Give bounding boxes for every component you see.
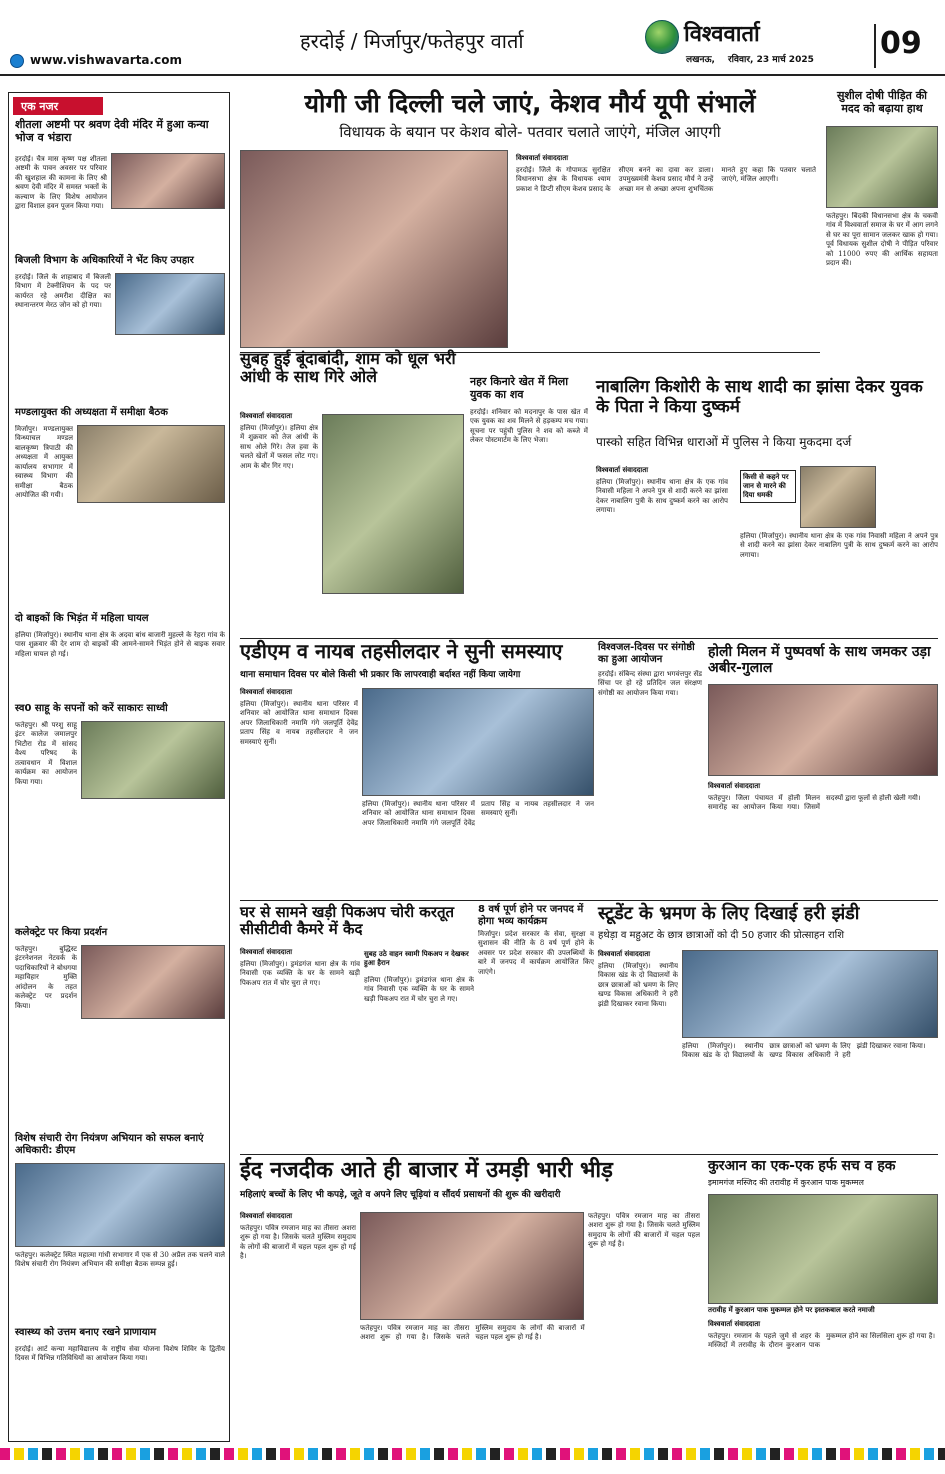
registration-color-bar	[0, 1448, 945, 1460]
holi-headline: होली मिलन में पुष्पवर्षा के साथ जमकर उड़ा अबीर-गुलाल	[708, 644, 931, 677]
minor-quote: किसी से कहने पर जान से मारने की दिया धमकी	[740, 470, 796, 503]
canal-headline: नहर किनारे खेत में मिला युवक का शव	[470, 375, 569, 401]
eid-body-2: फतेहपुर। पवित्र रमजान माह का तीसरा अशरा शुरू हो गया है। जिसके चलते मुस्लिम समुदाय के लोगों की बाजारों में चहल पहल शुरू हो गई है।	[360, 1324, 585, 1342]
adm-subheadline: थाना समाधान दिवस पर बोले किसी भी प्रकार कि लापरवाही बर्दाश्त नहीं किया जायेगा	[240, 670, 521, 680]
eid-byline: विश्ववार्ता संवाददाता	[240, 1212, 293, 1220]
eight-years-headline: 8 वर्ष पूर्ण होने पर जनपद में होगा भव्य कार्यक्रम	[478, 904, 584, 927]
adm-byline: विश्ववार्ता संवाददाता	[240, 688, 293, 696]
quran-body: फतेहपुर। रमजान के पहले जुमे से शहर के मस्जिदों में तरावीह के दौरान कुरआन पाक मुकम्मल होने का सिलसिला शुरू हो गया है।	[708, 1332, 936, 1350]
left-item-body: मिर्जापुर। मण्डलायुक्त विन्ध्याचल मण्डल बालकृष्ण त्रिपाठी की अध्यक्षता में आयुक्त कार्यालय सभागार में स्वास्थ्य विभाग की समीक्षा बैठक आयोजित की गयी।	[15, 425, 73, 500]
eid-photo	[360, 1212, 584, 1320]
lead-subheadline: विधायक के बयान पर केशव बोले- पतवार चलाते जाएंगे, मंजिल आएगी	[339, 123, 721, 141]
lead-byline: विश्ववार्ता संवाददाता	[516, 154, 569, 162]
left-item-body: हलिया (मिर्जापुर)। स्थानीय थाना क्षेत्र के अदवा बांध बाजारी मुहल्ले के रेहरा गांव के पास शुक्रवार की देर शाम दो बाइकों की आमने-सामने भिड़ंत होने से बाइक सवार महिला घायल हो गई।	[15, 631, 225, 658]
minor-byline: विश्ववार्ता संवाददाता	[596, 466, 649, 474]
divider	[240, 1154, 938, 1155]
adm-body: हलिया (मिर्जापुर)। स्थानीय थाना परिसर में शनिवार को आयोजित थाना समाधान दिवस अपर जिलाधिकारी नमामि गंगे जलपूर्ति देवेंद्र प्रताप सिंह व नायब तहसीलदार ने जन समस्याएं सुनीं।	[240, 700, 358, 746]
adm-body-2: हलिया (मिर्जापुर)। स्थानीय थाना परिसर में शनिवार को आयोजित थाना समाधान दिवस अपर जिलाधिकारी नमामि गंगे जलपूर्ति देवेंद्र प्रताप सिंह व नायब तहसीलदार ने जन समस्याएं सुनीं।	[362, 800, 594, 827]
left-item-headline: स्व0 साहू के सपनों को करें साकारः साध्वी	[15, 703, 168, 714]
minor-body-2: हलिया (मिर्जापुर)। स्थानीय थाना क्षेत्र के एक गांव निवासी महिला ने अपने पुत्र से शादी करने का झांसा देकर नाबालिग पुत्री के साथ दुष्कर्म करने का आरोप लगाया।	[740, 532, 938, 559]
section-title: हरदोई / मिर्जापुर/फतेहपुर वार्ता	[300, 29, 524, 53]
left-item-photo	[77, 425, 225, 503]
holi-byline: विश्ववार्ता संवाददाता	[708, 782, 761, 790]
students-body-2: हलिया (मिर्जापुर)। स्थानीय विकास खंड के दो विद्यालयों के छात्र छात्राओं को भ्रमण के लिए खण्ड विकास अधिकारी ने हरी झंडी दिखाकर रवाना किया।	[682, 1042, 926, 1060]
ek-nazar-label: एक नजर	[13, 97, 103, 115]
minor-illustration	[800, 466, 876, 528]
quran-caption: तरावीह में कुरआन पाक मुकम्मल होने पर इस्तकबाल करते नमाजी	[708, 1306, 875, 1314]
eid-subheadline: महिलाएं बच्चों के लिए भी कपड़े, जूते व अपने लिए चूड़ियां व सौंदर्य प्रसाधनों की शुरू की खरीदारी	[240, 1190, 561, 1200]
students-subheadline: हथेड़ा व महुअट के छात्र छात्राओं को दी 50 हजार की प्रोत्साहन राशि	[598, 930, 845, 941]
canal-body: हरदोई। शनिवार को मदनापुर के पास खेत में एक युवक का शव मिलने से हड़कम्प मच गया। सूचना पर पहुंची पुलिस ने शव को कब्जे में लेकर पोस्टमार्टम के लिए भेजा।	[470, 408, 588, 445]
quran-photo	[708, 1194, 938, 1304]
website-url[interactable]: www.vishwavarta.com	[30, 53, 182, 67]
pickup-caption: सुबह उठे वाहन स्वामी पिकअप न देखकर हुआ हैरान	[364, 950, 469, 967]
rain-photo	[322, 414, 464, 594]
dateline-city: लखनऊ,	[686, 55, 715, 65]
students-headline: स्टूडेंट के भ्रमण के लिए दिखाई हरी झंडी	[598, 903, 860, 924]
pickup-body: हलिया (मिर्जापुर)। ड्रमंडगंज थाना क्षेत्र के गांव निवासी एक व्यक्ति के घर के सामने खड़ी पिकअप रात में चोर चुरा ले गए।	[240, 960, 360, 987]
rain-byline: विश्ववार्ता संवाददाता	[240, 412, 293, 420]
left-column	[8, 92, 230, 1442]
left-item-photo	[115, 273, 225, 335]
left-item-headline: बिजली विभाग के अधिकारियों ने भेंट किए उपहार	[15, 255, 194, 266]
eid-body: फतेहपुर। पवित्र रमजान माह का तीसरा अशरा शुरू हो गया है। जिसके चलते मुस्लिम समुदाय के लोगों की बाजारों में चहल पहल शुरू हो गई है।	[240, 1224, 356, 1261]
web-globe-icon	[10, 54, 24, 68]
left-item-body: फतेहपुर। कलेक्ट्रेट स्थित महात्मा गांधी सभागार में एक से 30 अप्रैल तक चलने वाले विशेष संचारी रोग नियंत्रण अभियान की समीक्षा बैठक सम्पन्न हुई।	[15, 1251, 225, 1269]
brand-logo-icon	[645, 20, 679, 54]
sangoshthi-headline: विश्वजल-दिवस पर संगोष्ठी का हुआ आयोजन	[598, 642, 695, 665]
left-item-headline: कलेक्ट्रेट पर किया प्रदर्शन	[15, 927, 108, 938]
quran-byline: विश्ववार्ता संवाददाता	[708, 1320, 761, 1328]
right-top-body: फतेहपुर। बिंदकी विधानसभा क्षेत्र के चकवी गांव में विश्ववार्ता समाज के घर में आग लगने से घर का पूरा सामान जलकर खाक हो गया। पूर्व विधायक सुशील दोषी ने पीड़ित परिवार को 11000 रुपए की आर्थिक सहायता प्रदान की।	[826, 212, 938, 268]
pickup-byline: विश्ववार्ता संवाददाता	[240, 948, 293, 956]
dateline-date: रविवार, 23 मार्च 2025	[728, 55, 814, 65]
holi-body: फतेहपुर। जिला पंचायत में होली मिलन समारोह का आयोजन किया गया। जिसमें सदस्यों द्वारा फूलों से होली खेली गयी।	[708, 794, 921, 812]
page-number: 09	[880, 26, 922, 61]
left-item-body: फतेहपुर। श्री परशु साहू इंटर कालेज जमालपुर भिटौरा रोड में सांसद वैश्य परिषद के तत्वावधान में विशाल कार्यक्रम का आयोजन किया गया।	[15, 721, 77, 786]
right-top-headline: सुशील दोषी पीड़ित की मदद को बढ़ाया हाथ	[836, 89, 927, 115]
students-byline: विश्ववार्ता संवाददाता	[598, 950, 651, 958]
quran-subheadline: इमामगंज मस्जिद की तरावीह में कुरआन पाक मुकम्मल	[708, 1178, 864, 1187]
pickup-body-2: हलिया (मिर्जापुर)। ड्रमंडगंज थाना क्षेत्र के गांव निवासी एक व्यक्ति के घर के सामने खड़ी पिकअप रात में चोर चुरा ले गए।	[364, 976, 474, 1003]
left-item-body: हरदोई। चैत्र मास कृष्ण पक्ष शीतला अष्टमी के पावन अवसर पर परिवार की खुशहाल की कामना के लिए श्री श्रवण देवी मंदिर में समस्त भक्तों के कल्याण के लिए विशेष आयोजन द्वारा विशाल हवन पूजन किया गया।	[15, 155, 107, 211]
minor-body: हलिया (मिर्जापुर)। स्थानीय थाना क्षेत्र के एक गांव निवासी महिला ने अपने पुत्र से शादी करने का झांसा देकर नाबालिग पुत्री के साथ दुष्कर्म करने का आरोप लगाया।	[596, 478, 728, 515]
right-top-photo	[826, 126, 938, 208]
left-item-body: हरदोई। आर्ट कन्या महाविद्यालय के राष्ट्रीय सेवा योजना विशेष शिविर के द्वितीय दिवस में विभिन्न गतिविधियों का आयोजन किया गया।	[15, 1345, 225, 1363]
left-item-photo	[81, 945, 225, 1019]
left-item-headline: मण्डलायुक्त की अध्यक्षता में समीक्षा बैठक	[15, 407, 168, 418]
left-item-headline: विशेष संचारी रोग नियंत्रण अभियान को सफल बनाएं अधिकारी: डीएम	[15, 1133, 204, 1156]
holi-photo	[708, 684, 938, 776]
left-item-photo	[111, 153, 225, 209]
lead-body: हरदोई। जिले के गोपामऊ सुरक्षित विधानसभा क्षेत्र के विधायक श्याम प्रकाश ने डिप्टी सीएम केशव प्रसाद के सीएम बनने का दावा कर डाला। उपमुख्यमंत्री केशव प्रसाद मौर्य ने उन्हें अच्छा मन से अच्छा अपना शुभचिंतक मानते हुए कहा कि पतवार चलाते जाएंगे, मंजिल आएगी।	[516, 166, 816, 193]
left-item-headline: दो बाइकों कि भिड़ंत में महिला घायल	[15, 613, 149, 624]
adm-headline: एडीएम व नायब तहसीलदार ने सुनी समस्याए	[240, 639, 563, 663]
rain-headline: सुबह हुई बूंदाबांदी, शाम को धूल भरी आंधी के साथ गिरे ओले	[240, 349, 456, 387]
eight-years-body: मिर्जापुर। प्रदेश सरकार के सेवा, सुरक्षा व सुशासन की नीति के 8 वर्ष पूर्ण होने के अवसर पर प्रदेश सरकार की उपलब्धियों के बारे में जनपद में कार्यक्रम आयोजित किए जाएंगे।	[478, 930, 594, 976]
minor-subheadline: पास्को सहित विभिन्न धाराओं में पुलिस ने किया मुकदमा दर्ज	[596, 435, 852, 449]
left-item-body: फतेहपुर। बुद्धिस्ट इंटरनेशनल नेटवर्क के पदाधिकारियों ने बोधगया महाविहार मुक्ति आंदोलन के तहत कलेक्ट्रेट पर प्रदर्शन किया।	[15, 945, 77, 1010]
lead-headline: योगी जी दिल्ली चले जाएं, केशव मौर्य यूपी संभालें	[304, 89, 756, 118]
adm-photo	[362, 688, 594, 796]
left-item-headline: स्वास्थ्य को उत्तम बनाए रखने प्राणायाम	[15, 1327, 157, 1338]
left-item-photo	[15, 1163, 225, 1247]
lead-photo	[240, 150, 508, 348]
rain-body: हलिया (मिर्जापुर)। हलिया क्षेत्र में शुक्रवार को तेज आंधी के साथ ओले गिरे। तेज हवा के चलते खेतों में फसल लोट गए। आम के बौर गिर गए।	[240, 424, 318, 470]
eid-body-3: फतेहपुर। पवित्र रमजान माह का तीसरा अशरा शुरू हो गया है। जिसके चलते मुस्लिम समुदाय के लोगों की बाजारों में चहल पहल शुरू हो गई है।	[588, 1212, 700, 1249]
divider	[240, 900, 938, 901]
page-header	[0, 0, 945, 76]
students-photo	[682, 950, 938, 1038]
students-body: हलिया (मिर्जापुर)। स्थानीय विकास खंड के दो विद्यालयों के छात्र छात्राओं को भ्रमण के लिए खण्ड विकास अधिकारी ने हरी झंडी दिखाकर रवाना किया।	[598, 962, 678, 1008]
brand-name: विश्ववार्ता	[684, 22, 760, 47]
quran-headline: कुरआन का एक-एक हर्फ सच व हक	[708, 1158, 896, 1174]
left-item-photo	[81, 721, 225, 799]
eid-headline: ईद नजदीक आते ही बाजार में उमड़ी भारी भीड़	[240, 1158, 613, 1183]
sangoshthi-body: हरदोई। संबिन्द संस्था द्वारा भगवंत्तपुर सेंड सिंचा पर हो रहे प्रतिदिन जल संरक्षण संगोष्ठी का आयोजन किया गया।	[598, 670, 702, 697]
pickup-headline: घर से सामने खड़ी पिकअप चोरी करतूत सीसीटीवी कैमरे में कैद	[240, 903, 455, 939]
minor-headline: नाबालिग किशोरी के साथ शादी का झांसा देकर युवक के पिता ने किया दुष्कर्म	[596, 377, 923, 417]
left-item-headline: शीतला अष्टमी पर श्रवण देवी मंदिर में हुआ कन्या भोज व भंडारा	[15, 118, 209, 144]
left-item-body: हरदोई। जिले के शाहाबाद में बिजली विभाग में टेक्नीशियन के पद पर कार्यरत रहे अमरीश दीक्षित का स्थानान्तरण मेरठ जोन को हो गया।	[15, 273, 111, 310]
